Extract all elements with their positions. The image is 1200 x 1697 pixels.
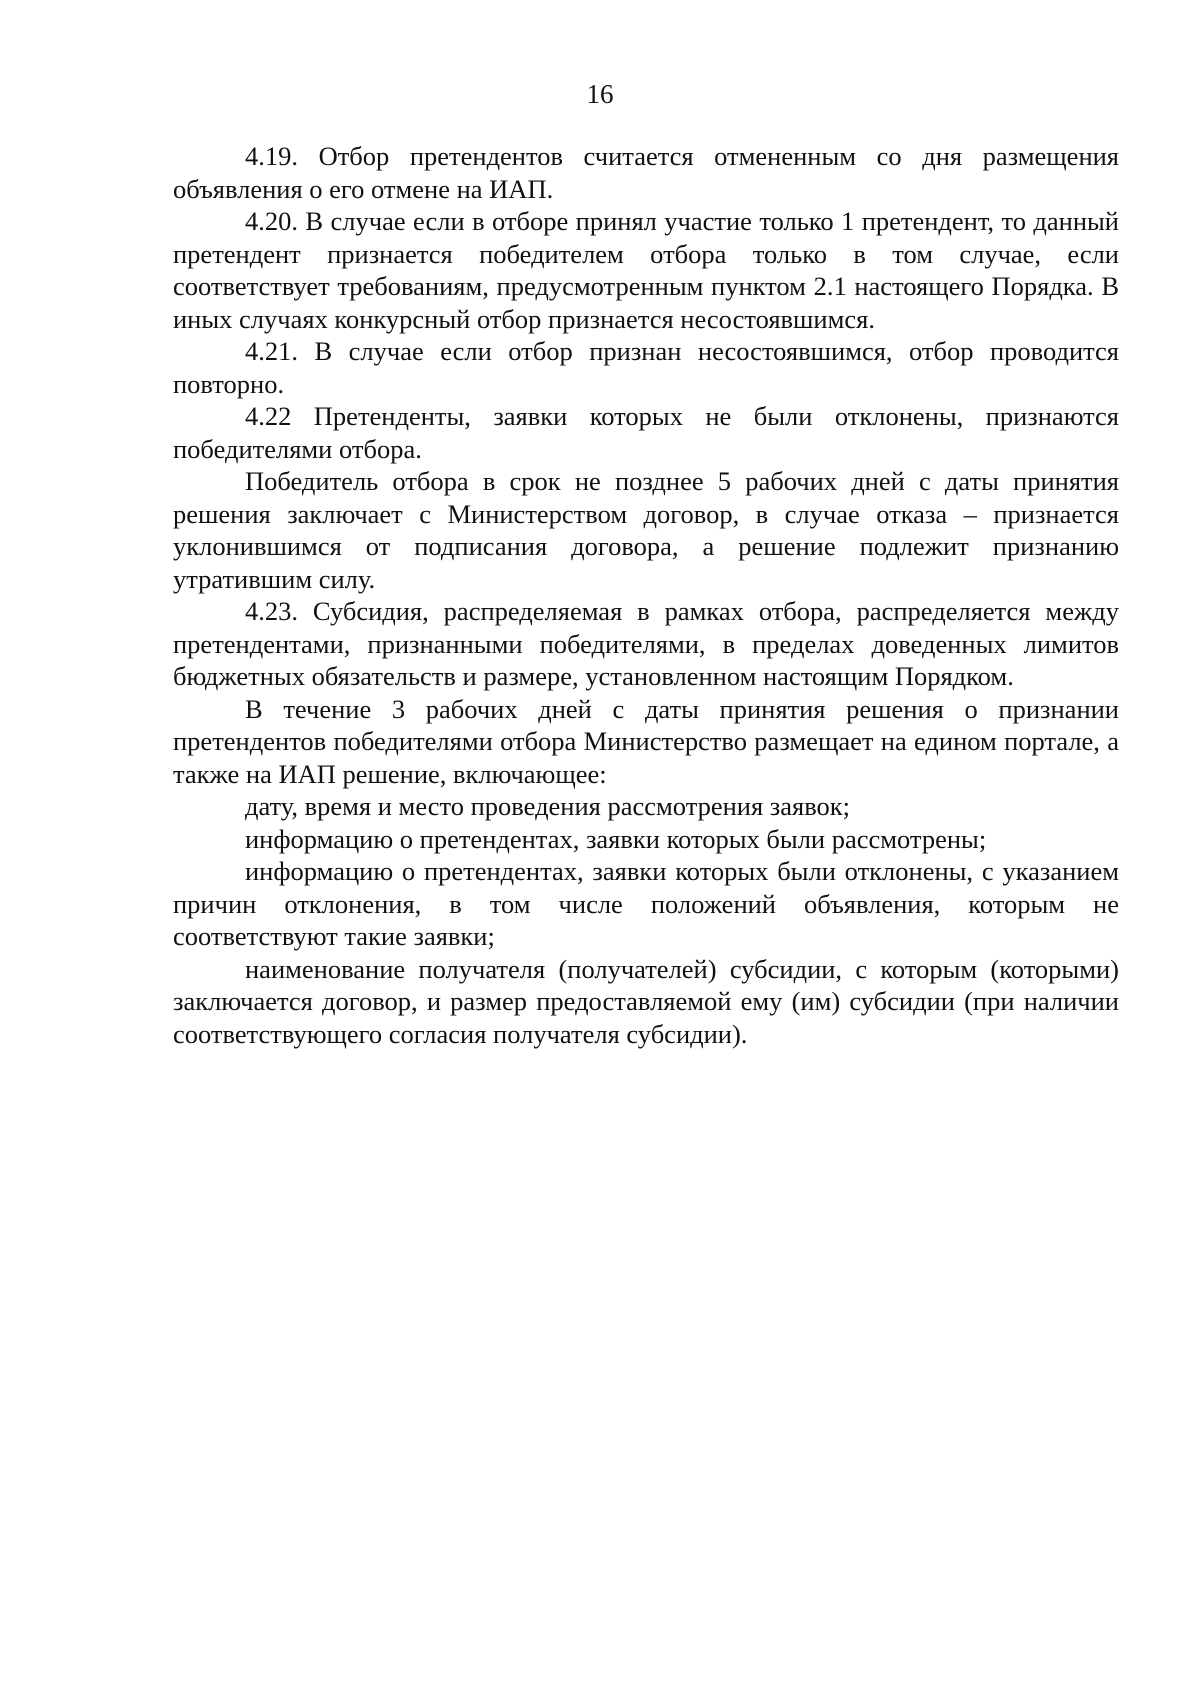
list-item-rejected-applicants: информацию о претендентах, заявки которых были отклонены, с указанием причин отклонения, в том числе положений объявления, которым не соответствуют такие заявки; (173, 856, 1119, 951)
paragraph-4-21: 4.21. В случае если отбор признан несостоявшимся, отбор проводится повторно. (173, 336, 1119, 399)
list-item-recipient-name: наименование получателя (получателей) субсидии, с которым (которыми) заключается договор, и размер предоставляемой ему (им) субсидии (при наличии соответствующего согласия получателя субсидии). (173, 953, 1119, 1049)
list-item-reviewed-applicants: информацию о претендентах, заявки которых были рассмотрены; (245, 823, 987, 854)
paragraph-decision-publication: В течение 3 рабочих дней с даты принятия решения о признании претендентов победителями отбора Министерство размещает на едином портале, а также на ИАП решение, включающее: (173, 693, 1119, 789)
paragraph-4-20: 4.20. В случае если в отборе принял участие только 1 претендент, то данный претендент признается победителем отбора только в том случае, если соответствует требованиям, предусмотренным пунктом 2.1 настоящего Порядка. В иных случаях конкурсный отбор признается несостоявшимся. (173, 206, 1119, 334)
paragraph-winner-contract: Победитель отбора в срок не позднее 5 рабочих дней с даты принятия решения заключает с Министерством договор, в случае отказа – признается уклонившимся от подписания договора, а решение подлежит признанию утратившим силу. (173, 466, 1119, 594)
paragraph-4-19: 4.19. Отбор претендентов считается отмененным со дня размещения объявления о его отмене на ИАП. (173, 141, 1119, 204)
document-body (173, 140, 1119, 1050)
paragraph-4-22: 4.22 Претенденты, заявки которых не были отклонены, признаются победителями отбора. (173, 401, 1119, 464)
paragraph-4-23: 4.23. Субсидия, распределяемая в рамках отбора, распределяется между претендентами, признанными победителями, в пределах доведенных лимитов бюджетных обязательств и размере, установленном настоящим Порядком. (173, 596, 1119, 691)
list-item-review-date: дату, время и место проведения рассмотрения заявок; (245, 791, 851, 821)
page-number: 16 (586, 79, 614, 109)
